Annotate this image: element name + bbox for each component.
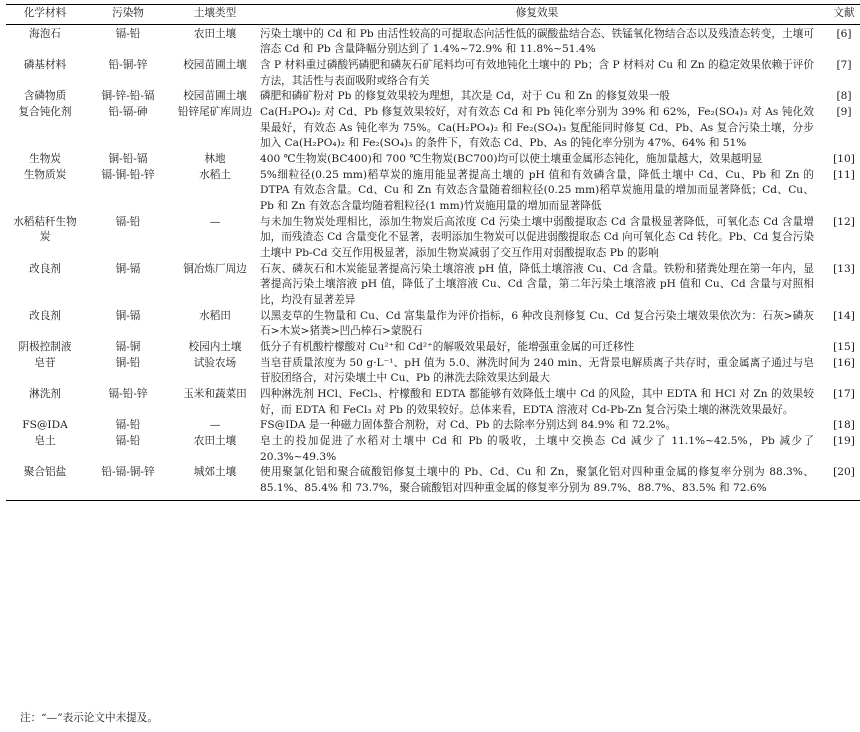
cell-reference: [6] <box>836 27 852 40</box>
cell-effect: FS@IDA 是一种磁力固体螯合剂粉，对 Cd、Pb 的去除率分别达到 84.9% 和 72.2%。 <box>260 419 677 432</box>
cell-soil-type: 农田土壤 <box>193 435 237 448</box>
cell-material: 海泡石 <box>29 27 61 40</box>
cell-material: 聚合铝盐 <box>6 465 84 500</box>
cell-soil-type: 铜冶炼厂周边 <box>183 262 247 275</box>
header-pollutant: 污染物 <box>84 5 172 25</box>
cell-pollutant: 铜-锌-铅-镉 <box>101 90 155 103</box>
cell-reference: [10] <box>833 153 855 166</box>
table-row <box>6 168 860 215</box>
cell-material: 改良剂 <box>29 309 61 322</box>
table-row <box>6 465 860 500</box>
cell-soil-type: 校园内土壤 <box>188 341 242 354</box>
cell-pollutant: 镉-铅-锌 <box>108 388 148 401</box>
table-body <box>6 24 860 500</box>
table-row <box>6 215 860 262</box>
cell-reference: [16] <box>833 356 855 369</box>
cell-soil-type: 水稻土 <box>199 168 231 181</box>
cell-soil-type: — <box>209 215 221 228</box>
cell-pollutant: 镉-铅 <box>115 27 141 40</box>
cell-pollutant: 铅-铜-锌 <box>108 59 148 72</box>
cell-material: 水稻秸秆生物炭 <box>13 215 77 244</box>
cell-effect: 当皂苷质量浓度为 50 g·L⁻¹、pH 值为 5.0、淋洗时间为 240 min、无背景电解质离子共存时，重金属离子通过与皂苷胶团络合，对污染壤土中 Cu、Pb 的淋洗去除效果达到最大 <box>260 356 814 385</box>
table-row <box>6 340 860 356</box>
table-row <box>6 105 860 152</box>
cell-effect: 5%细粒径(0.25 mm)稻草炭的施用能显著提高土壤的 pH 值和有效磷含量，降低土壤中 Cd、Cu、Pb 和 Zn 的 DTPA 有效态含量。Cd、Cu 和 Zn 有效态含量随着细粒径(0.25 mm)稻草炭施用量的增加而显著降低；Cd、Cu、Pb 和 Zn 有效态含量均随着粗粒径(1 mm)竹炭施用量的增加而显著降低 <box>260 168 814 213</box>
cell-effect: 皂土的投加促进了水稻对土壤中 Cd 和 Pb 的吸收，土壤中交换态 Cd 减少了 11.1%~42.5%，Pb 减少了 20.3%~49.3% <box>260 435 814 463</box>
cell-pollutant: 镉-铅 <box>115 419 141 432</box>
table-row <box>6 387 860 418</box>
table-row <box>6 262 860 309</box>
cell-material: 淋洗剂 <box>29 388 61 401</box>
cell-soil-type: 农田土壤 <box>193 27 237 40</box>
table-row <box>6 418 860 434</box>
table-row <box>6 152 860 168</box>
cell-pollutant: 铜-铅 <box>115 356 141 369</box>
cell-reference: [8] <box>836 90 852 103</box>
cell-material: 生物质炭 <box>23 168 67 181</box>
cell-material: 皂苷 <box>34 356 56 369</box>
table-row <box>6 356 860 387</box>
cell-effect: 含 P 材料重过磷酸钙磷肥和磷灰石矿尾料均可有效地钝化土壤中的 Pb；含 P 材料对 Cu 和 Zn 的稳定效果依赖于评价方法，其活性与表面吸附或络合有关 <box>260 59 814 87</box>
cell-soil-type: 林地 <box>204 153 226 166</box>
cell-material: 复合钝化剂 <box>18 106 72 119</box>
cell-material: FS@IDA <box>22 419 68 432</box>
cell-material: 磷基材料 <box>23 59 67 72</box>
cell-soil-type: 铅锌尾矿库周边 <box>177 106 253 119</box>
cell-soil-type: 校园苗圃土壤 <box>183 59 247 72</box>
cell-reference: [15] <box>833 341 855 354</box>
cell-pollutant: 镉-铅 <box>115 435 141 448</box>
table-row <box>6 434 860 465</box>
cell-material: 皂土 <box>34 435 56 448</box>
cell-material: 生物炭 <box>29 153 61 166</box>
cell-material: 含磷物质 <box>23 90 67 103</box>
header-soil-type: 土壤类型 <box>172 5 258 25</box>
header-material: 化学材料 <box>6 5 84 25</box>
cell-soil-type: 校园苗圃土壤 <box>183 90 247 103</box>
table-row <box>6 58 860 89</box>
cell-reference: [7] <box>836 59 852 72</box>
table-row <box>6 89 860 105</box>
cell-soil-type: 试验农场 <box>193 356 237 369</box>
cell-soil-type: 城郊土壤 <box>172 465 258 500</box>
cell-effect: 与未加生物炭处理相比，添加生物炭后高浓度 Cd 污染土壤中弱酸提取态 Cd 含量极显著降低，可氧化态 Cd 含量增加，而残渣态 Cd 含量变化不显著，表明添加生物炭可以促进弱酸提取态 Cd 向可氧化态 Cd 转化。Pb、Cd 复合污染土壤中 Pb-Cd 交互作用极显著，添加生物炭减弱了交互作用对弱酸提取态 Pb 的影响 <box>260 215 814 260</box>
table-row <box>6 309 860 340</box>
cell-pollutant: 铜-铅-镉 <box>108 153 148 166</box>
table-header <box>6 5 860 25</box>
cell-reference: [17] <box>833 388 855 401</box>
cell-pollutant: 镉-铜-铅-锌 <box>101 168 155 181</box>
cell-soil-type: 水稻田 <box>199 309 231 322</box>
header-reference: 文献 <box>816 5 860 25</box>
cell-effect: 四种淋洗剂 HCl、FeCl₃、柠檬酸和 EDTA 都能够有效降低土壤中 Cd 的风险，其中 EDTA 和 HCl 对 Zn 的效果较好，而 EDTA 和 FeCl₃ 对 Pb 的效果较好。总体来看，EDTA 溶液对 Cd-Pb-Zn 复合污染土壤的淋洗效果最好。 <box>260 388 814 416</box>
cell-pollutant: 铅-镉-铜-锌 <box>84 465 172 500</box>
cell-material: 阴极控制液 <box>18 341 72 354</box>
header-effect: 修复效果 <box>258 5 816 25</box>
cell-effect: 石灰、磷灰石和木炭能显著提高污染土壤溶液 pH 值，降低土壤溶液 Cu、Cd 含量。铁粉和猪粪处理在第一年内，显著提高污染土壤溶液 pH 值，降低了土壤溶液 Cu、Cd 含量，第二年污染土壤溶液 pH 值和 Cu、Cd 含量与对照相比，均没有显著差异 <box>260 262 814 307</box>
cell-effect: Ca(H₂PO₄)₂ 对 Cd、Pb 修复效果较好，对有效态 Cd 和 Pb 钝化率分别为 39% 和 62%，Fe₂(SO₄)₃ 对 As 钝化效果最好，有效态 As 钝化率为 75%。Ca(H₂PO₄)₂ 和 Fe₂(SO₄)₃ 复配能同时修复 Cd、Pb、As 复合污染土壤，分步加入 Ca(H₂PO₄)₂ 和 Fe₂(SO₄)₃ 的条件下，有效态 Cd、Pb、As 的钝化率分别为 47%、64% 和 51% <box>260 106 814 150</box>
cell-reference: [9] <box>836 106 852 119</box>
remediation-table <box>6 4 860 501</box>
cell-reference: [19] <box>833 435 855 448</box>
cell-effect: 低分子有机酸柠檬酸对 Cu²⁺和 Cd²⁺的解吸效果最好，能增强重金属的可迁移性 <box>260 341 635 354</box>
cell-pollutant: 铅-镉-砷 <box>108 106 148 119</box>
cell-effect: 400 ℃生物炭(BC400)和 700 ℃生物炭(BC700)均可以使土壤重金属形态钝化，施加量越大，效果越明显 <box>260 153 763 166</box>
cell-pollutant: 铜-镉 <box>115 309 141 322</box>
cell-effect: 磷肥和磷矿粉对 Pb 的修复效果较为理想，其次是 Cd，对于 Cu 和 Zn 的修复效果一般 <box>260 90 670 103</box>
cell-reference: [11] <box>833 168 855 181</box>
cell-pollutant: 镉-铅 <box>115 215 141 228</box>
cell-pollutant: 铜-镉 <box>115 262 141 275</box>
table-note: 注：“—”表示论文中未提及。 <box>20 712 158 724</box>
cell-reference: [12] <box>833 215 855 228</box>
cell-reference: [14] <box>833 309 855 322</box>
cell-effect: 使用聚氯化铝和聚合硫酸铝修复土壤中的 Pb、Cd、Cu 和 Zn，聚氯化铝对四种重金属的修复率分别为 88.3%、85.1%、85.4% 和 73.7%，聚合硫酸铝对四种重金属的修复率分别为 89.7%、88.7%、83.5% 和 72.6% <box>258 465 816 500</box>
cell-reference: [20] <box>816 465 860 500</box>
cell-material: 改良剂 <box>29 262 61 275</box>
cell-soil-type: 玉米和蔬菜田 <box>183 388 247 401</box>
cell-effect: 以黑麦草的生物量和 Cu、Cd 富集量作为评价指标，6 种改良剂修复 Cu、Cd 复合污染土壤效果依次为：石灰>磷灰石>木炭>猪粪>凹凸棒石>蒙脱石 <box>260 309 814 338</box>
header-row <box>6 5 860 25</box>
cell-reference: [13] <box>833 262 855 275</box>
cell-reference: [18] <box>833 419 855 432</box>
table-row <box>6 24 860 58</box>
cell-pollutant: 镉-铜 <box>115 341 141 354</box>
cell-soil-type: — <box>209 419 221 432</box>
cell-effect: 污染土壤中的 Cd 和 Pb 由活性较高的可提取态向活性低的碳酸盐结合态、铁锰氧化物结合态以及残渣态转变，土壤可溶态 Cd 和 Pb 含量降幅分别达到了 1.4%~72.9% 和 11.8%~51.4% <box>260 27 814 56</box>
